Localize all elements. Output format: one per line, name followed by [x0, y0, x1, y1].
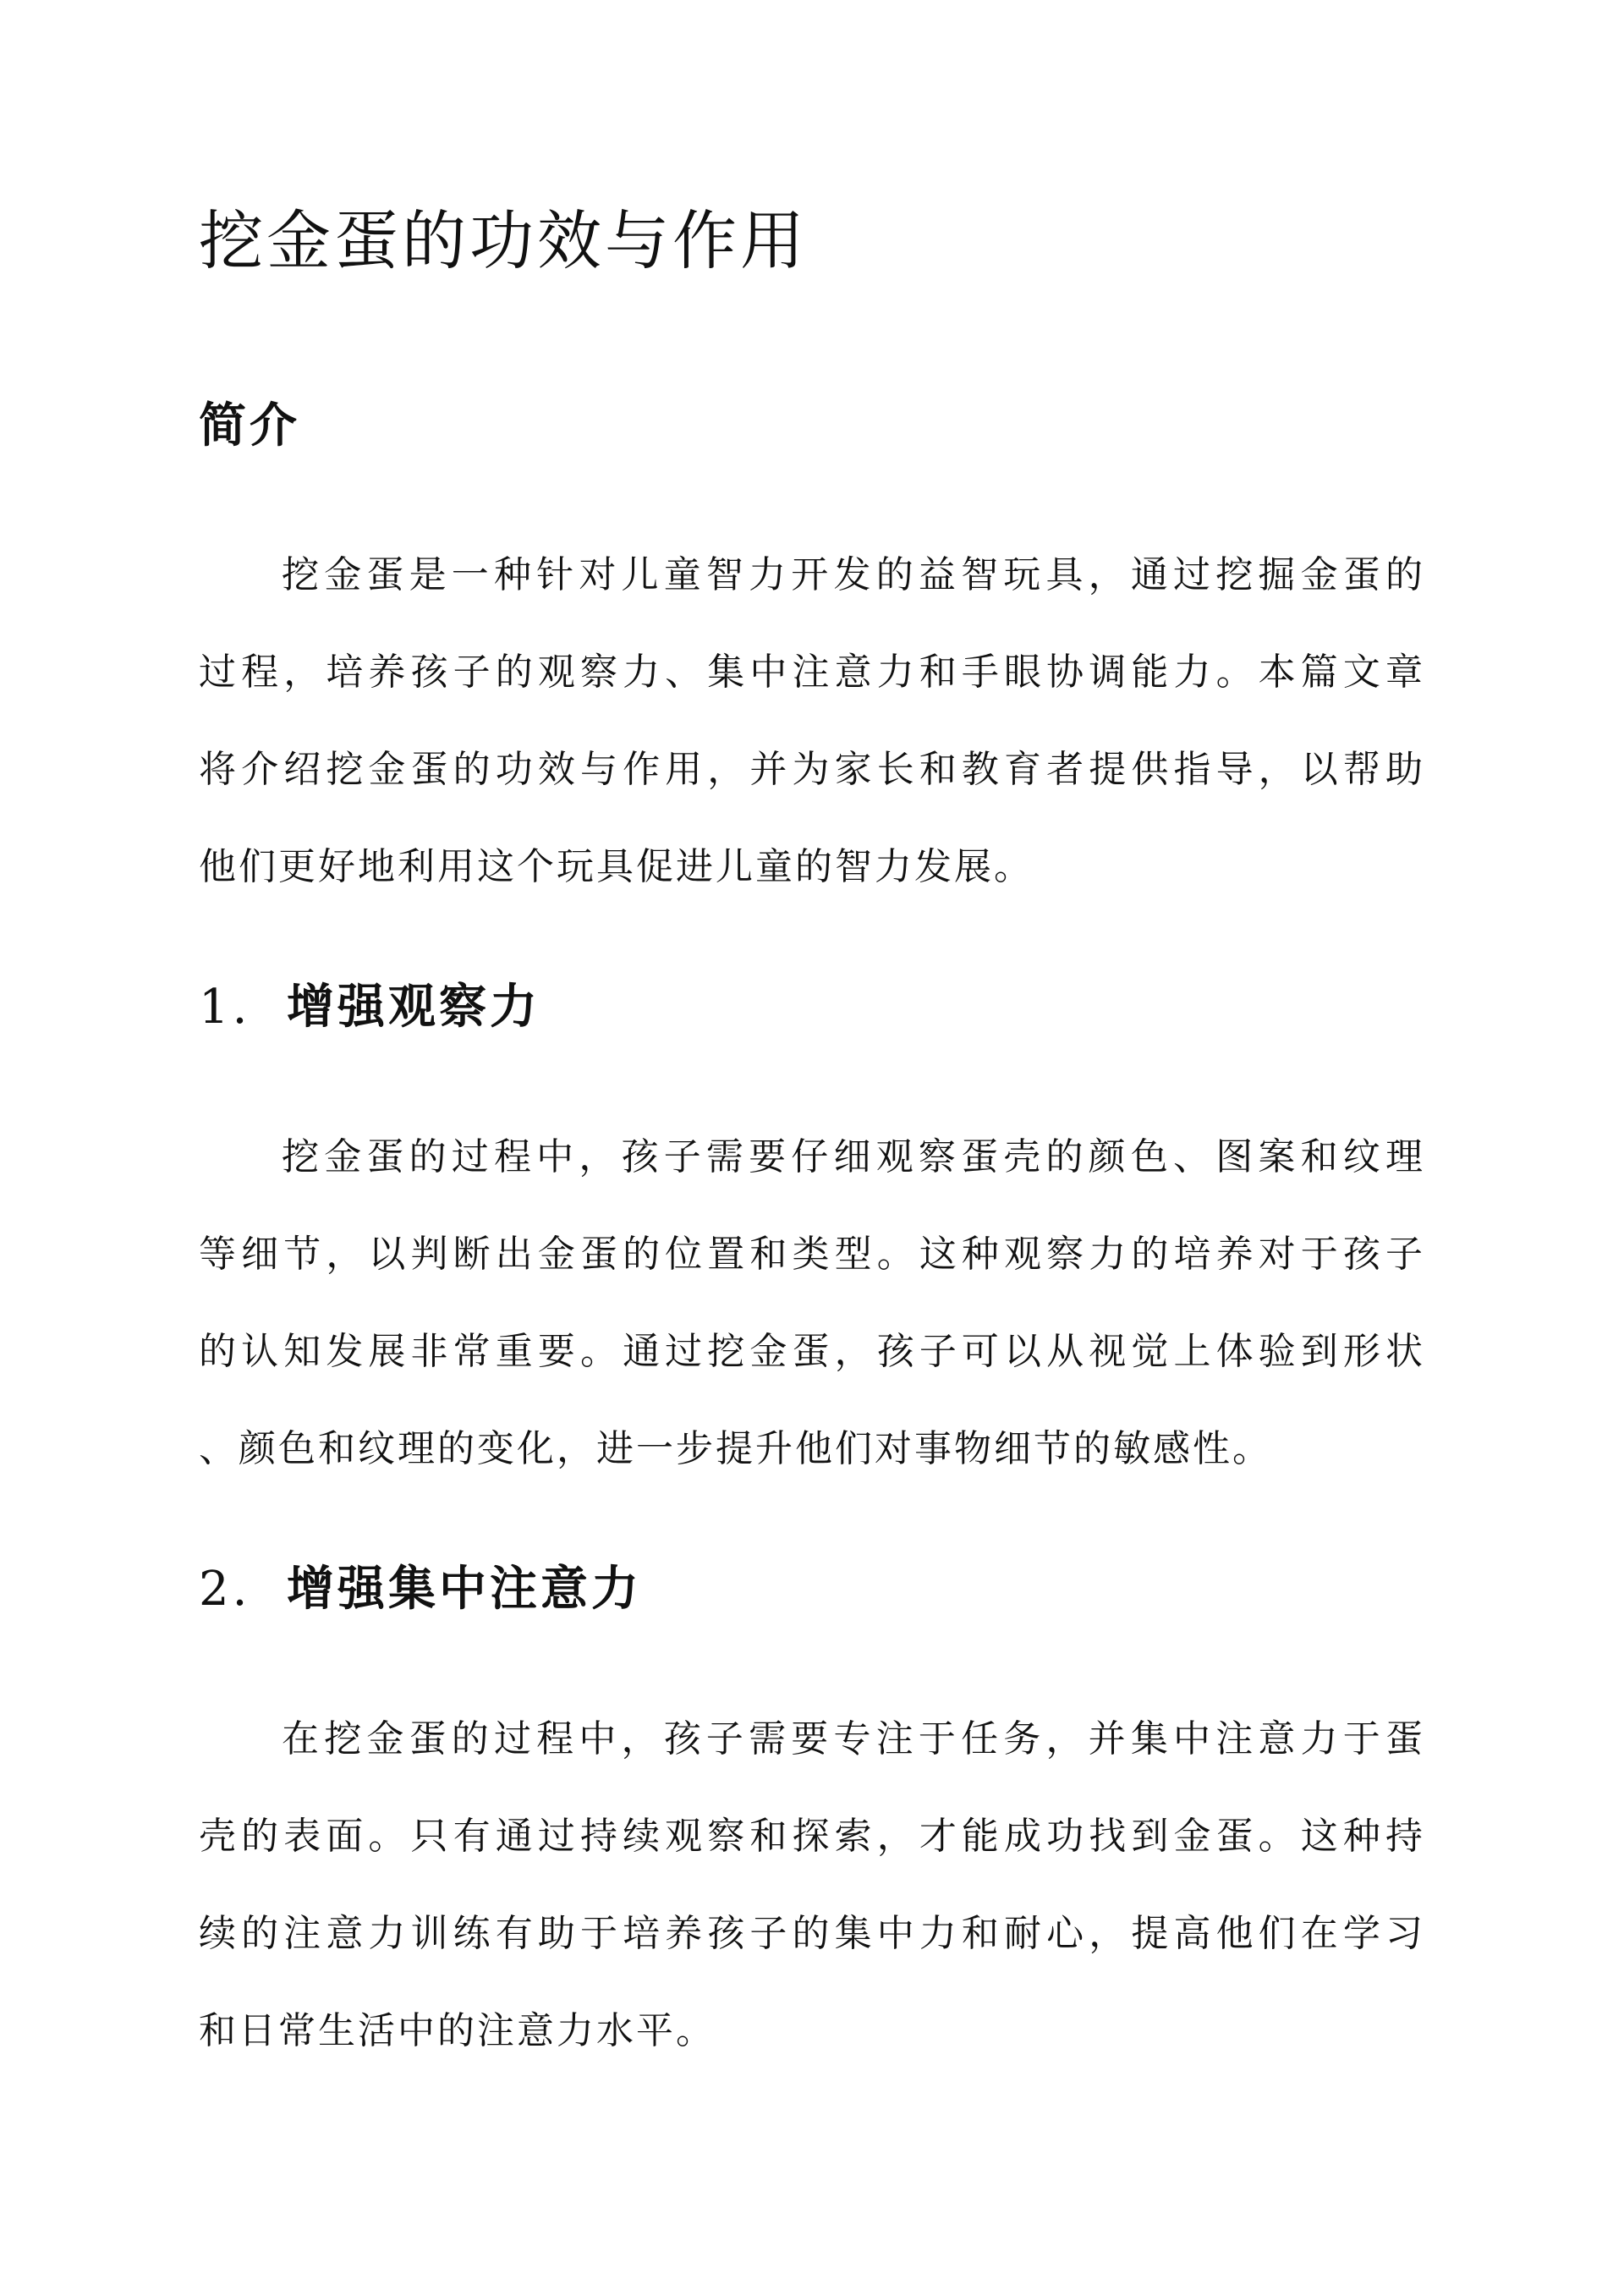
paragraph-line: 他们更好地利用这个玩具促进儿童的智力发展。 [199, 845, 1034, 888]
section-heading-attention [199, 1555, 642, 1623]
section-title: 增强集中注意力 [287, 1561, 642, 1617]
paragraph-line: 的认知发展非常重要。通过挖金蛋，孩子可以从视觉上体验到形状 [199, 1330, 1425, 1373]
paragraph-line: 在挖金蛋的过程中，孩子需要专注于任务，并集中注意力于蛋 [282, 1717, 1425, 1760]
paragraph-line: 将介绍挖金蛋的功效与作用，并为家长和教育者提供指导，以帮助 [199, 748, 1425, 791]
paragraph-line: 过程，培养孩子的观察力、集中注意力和手眼协调能力。本篇文章 [199, 651, 1425, 694]
section-number: 1. [199, 980, 251, 1035]
section-number: 2. [199, 1562, 251, 1617]
section-paragraph-observation [199, 1108, 1425, 1497]
paragraph-line: 等细节，以判断出金蛋的位置和类型。这种观察力的培养对于孩子 [199, 1233, 1425, 1276]
paragraph-line: 壳的表面。只有通过持续观察和探索，才能成功找到金蛋。这种持 [199, 1815, 1425, 1858]
intro-heading: 简介 [199, 398, 300, 453]
paragraph-line: 和日常生活中的注意力水平。 [199, 2009, 716, 2052]
section-heading-observation [199, 973, 540, 1041]
paragraph-line: 挖金蛋的过程中，孩子需要仔细观察蛋壳的颜色、图案和纹理 [282, 1135, 1425, 1178]
section-title: 增强观察力 [287, 979, 540, 1035]
intro-paragraph [199, 526, 1425, 915]
document-title: 挖金蛋的功效与作用 [199, 203, 808, 278]
paragraph-line: 挖金蛋是一种针对儿童智力开发的益智玩具，通过挖掘金蛋的 [282, 553, 1425, 596]
paragraph-line: 续的注意力训练有助于培养孩子的集中力和耐心，提高他们在学习 [199, 1912, 1425, 1955]
section-paragraph-attention [199, 1690, 1425, 2079]
paragraph-line: 、颜色和纹理的变化，进一步提升他们对事物细节的敏感性。 [199, 1427, 1272, 1470]
